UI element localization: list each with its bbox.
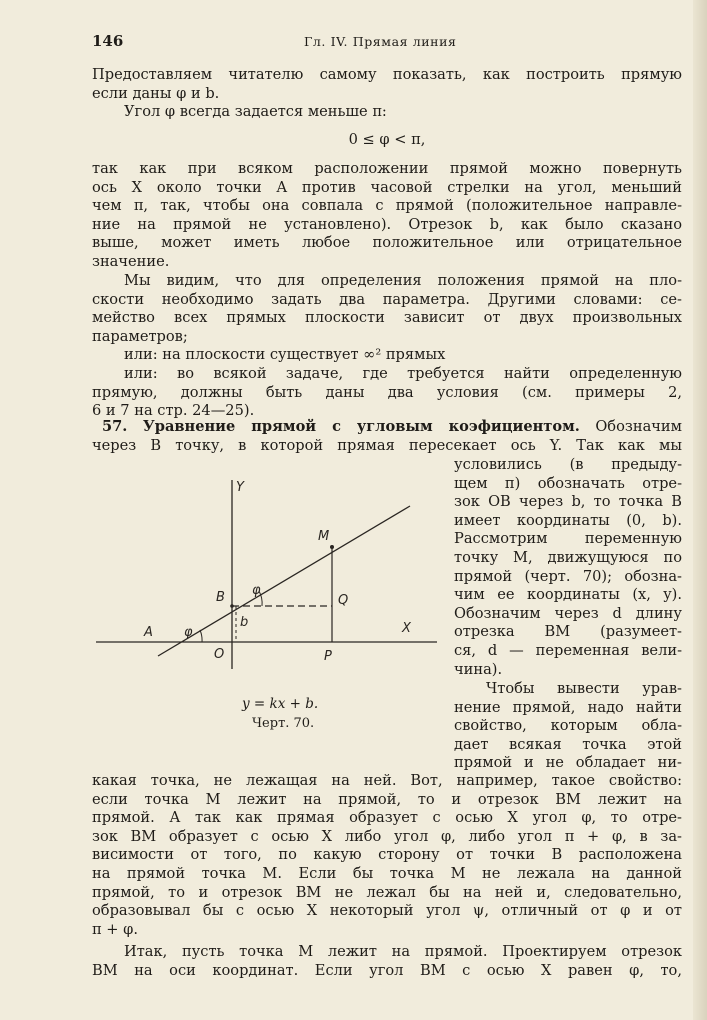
- point-b: [230, 604, 234, 608]
- paragraph-2: [92, 103, 682, 122]
- text-line: висимости от того, по какую сторону от точки B расположена: [92, 846, 682, 864]
- section-heading-line: [92, 418, 682, 437]
- text-line: чем π, так, чтобы она совпала с прямой (положительное направле-: [92, 197, 682, 215]
- text-line: прямой и не обладает ни-: [454, 754, 682, 772]
- text-line: Предоставляем читателю самому показать, как построить прямую: [92, 66, 682, 83]
- text-line: Угол φ всегда задается меньше π:: [124, 103, 387, 120]
- paragraph-4: [92, 272, 682, 346]
- paragraph-1: [92, 66, 682, 103]
- text-line: свойство, которым обла-: [454, 717, 682, 735]
- label-x-axis: X: [402, 621, 411, 636]
- label-phi-a: φ: [184, 625, 193, 640]
- text-line: Мы видим, что для определения положения прямой на пло-: [124, 272, 682, 289]
- text-line: зок OB через b, то точка B: [454, 493, 682, 511]
- paragraph-after-figure: [92, 772, 682, 939]
- text-line: ние на прямой не установлено). Отрезок b, как было сказано: [92, 215, 682, 233]
- paragraph-final: [92, 943, 682, 980]
- label-origin: O: [214, 647, 225, 662]
- section-text: Обозначим: [595, 418, 682, 435]
- page-edge: [693, 0, 707, 1020]
- label-b-point: B: [216, 590, 225, 605]
- text-line: прямой. А так как прямая образует с осью X угол φ, то отре-: [92, 809, 682, 827]
- text-line: щем п) обозначать отре-: [454, 474, 682, 492]
- label-q: Q: [338, 593, 349, 608]
- formula: 0 ≤ φ < π,: [348, 131, 426, 148]
- text-line: Чтобы вывести урав-: [486, 680, 682, 697]
- text-line: Итак, пусть точка M лежит на прямой. Проектируем отрезок: [124, 943, 682, 960]
- label-p: P: [324, 649, 332, 664]
- paragraph-6: [92, 365, 682, 421]
- running-head: Гл. IV. Прямая линия: [304, 34, 457, 49]
- label-a: A: [144, 625, 153, 640]
- page-number: 146: [92, 32, 124, 50]
- text-line: или: на плоскости существует ∞² прямых: [124, 346, 446, 363]
- text-line: на прямой точка M. Если бы точка M не лежала на данной: [92, 864, 682, 882]
- line-diagram: [92, 464, 442, 694]
- text-line: чина).: [454, 660, 503, 678]
- text-line: значение.: [92, 252, 170, 270]
- straight-line: [158, 506, 410, 656]
- text-line: Рассмотрим переменную: [454, 530, 682, 548]
- text-line: чим ее координаты (x, y).: [454, 586, 682, 604]
- wrap-column-2: [454, 680, 682, 773]
- text-line: нение прямой, надо найти: [454, 698, 682, 716]
- section-57: [92, 418, 682, 455]
- text-line: параметров;: [92, 327, 188, 345]
- text-line: образовывал бы с осью X некоторый угол ψ, отличный от φ и от: [92, 902, 682, 920]
- text-line: прямую, должны быть даны два условия (см. примеры 2,: [92, 383, 682, 401]
- text-line: зок BM образует с осью X либо угол φ, либо угол π + φ, в за-: [92, 827, 682, 845]
- text-line: 6 и 7 на стр. 24—25).: [92, 402, 255, 420]
- label-m: M: [318, 529, 330, 544]
- label-phi-b: φ: [252, 583, 261, 598]
- figure-70: [92, 464, 442, 744]
- wrap-column: [454, 456, 682, 679]
- text-line: ось X около точки A против часовой стрелки на угол, меньший: [92, 178, 682, 196]
- paragraph-3: [92, 160, 682, 272]
- text-line: имеет координаты (0, b).: [454, 511, 682, 529]
- label-y-axis: Y: [236, 480, 244, 495]
- label-b-segment: b: [240, 615, 249, 630]
- text-line: прямой (черт. 70); обозна-: [454, 567, 682, 585]
- text-line: условились (в предыду-: [454, 456, 682, 473]
- point-m: [330, 545, 334, 549]
- angle-arc-at-a: [200, 630, 202, 642]
- text-line: через B точку, в которой прямая пересекает ось Y. Так как мы: [92, 436, 682, 454]
- figure-caption: Черт. 70.: [252, 716, 315, 731]
- text-line: если даны φ и b.: [92, 84, 220, 102]
- text-line: или: во всякой задаче, где требуется найти определенную: [124, 365, 682, 382]
- text-line: мейство всех прямых плоскости зависит от двух произвольных: [92, 309, 682, 327]
- text-line: дает всякая точка этой: [454, 735, 682, 753]
- text-line: Обозначим через d длину: [454, 604, 682, 622]
- text-line: скости необходимо задать два параметра. Другими словами: се-: [92, 290, 682, 308]
- formula-angle: [92, 131, 682, 150]
- section-title: Уравнение прямой с угловым коэфициентом.: [142, 418, 580, 435]
- text-line: BM на оси координат. Если угол BM с осью X равен φ, то,: [92, 961, 682, 979]
- paragraph-5: [92, 346, 682, 365]
- section-number: 57.: [102, 418, 128, 435]
- text-line: какая точка, не лежащая на ней. Вот, например, такое свойство:: [92, 772, 682, 789]
- text-line: так как при всяком расположении прямой можно повернуть: [92, 160, 682, 177]
- text-line: выше, может иметь любое положительное или отрицательное: [92, 234, 682, 252]
- text-line: ся, d — переменная вели-: [454, 641, 682, 659]
- text-line: π + φ.: [92, 920, 138, 938]
- text-line: прямой, то и отрезок BM не лежал бы на ней и, следовательно,: [92, 883, 682, 901]
- line-equation: y = kx + b.: [242, 696, 319, 712]
- text-line: если точка M лежит на прямой, то и отрезок BM лежит на: [92, 790, 682, 808]
- page-header: [92, 32, 682, 52]
- text-line: точку M, движущуюся по: [454, 548, 682, 566]
- text-line: отрезка BM (разумеет-: [454, 623, 682, 641]
